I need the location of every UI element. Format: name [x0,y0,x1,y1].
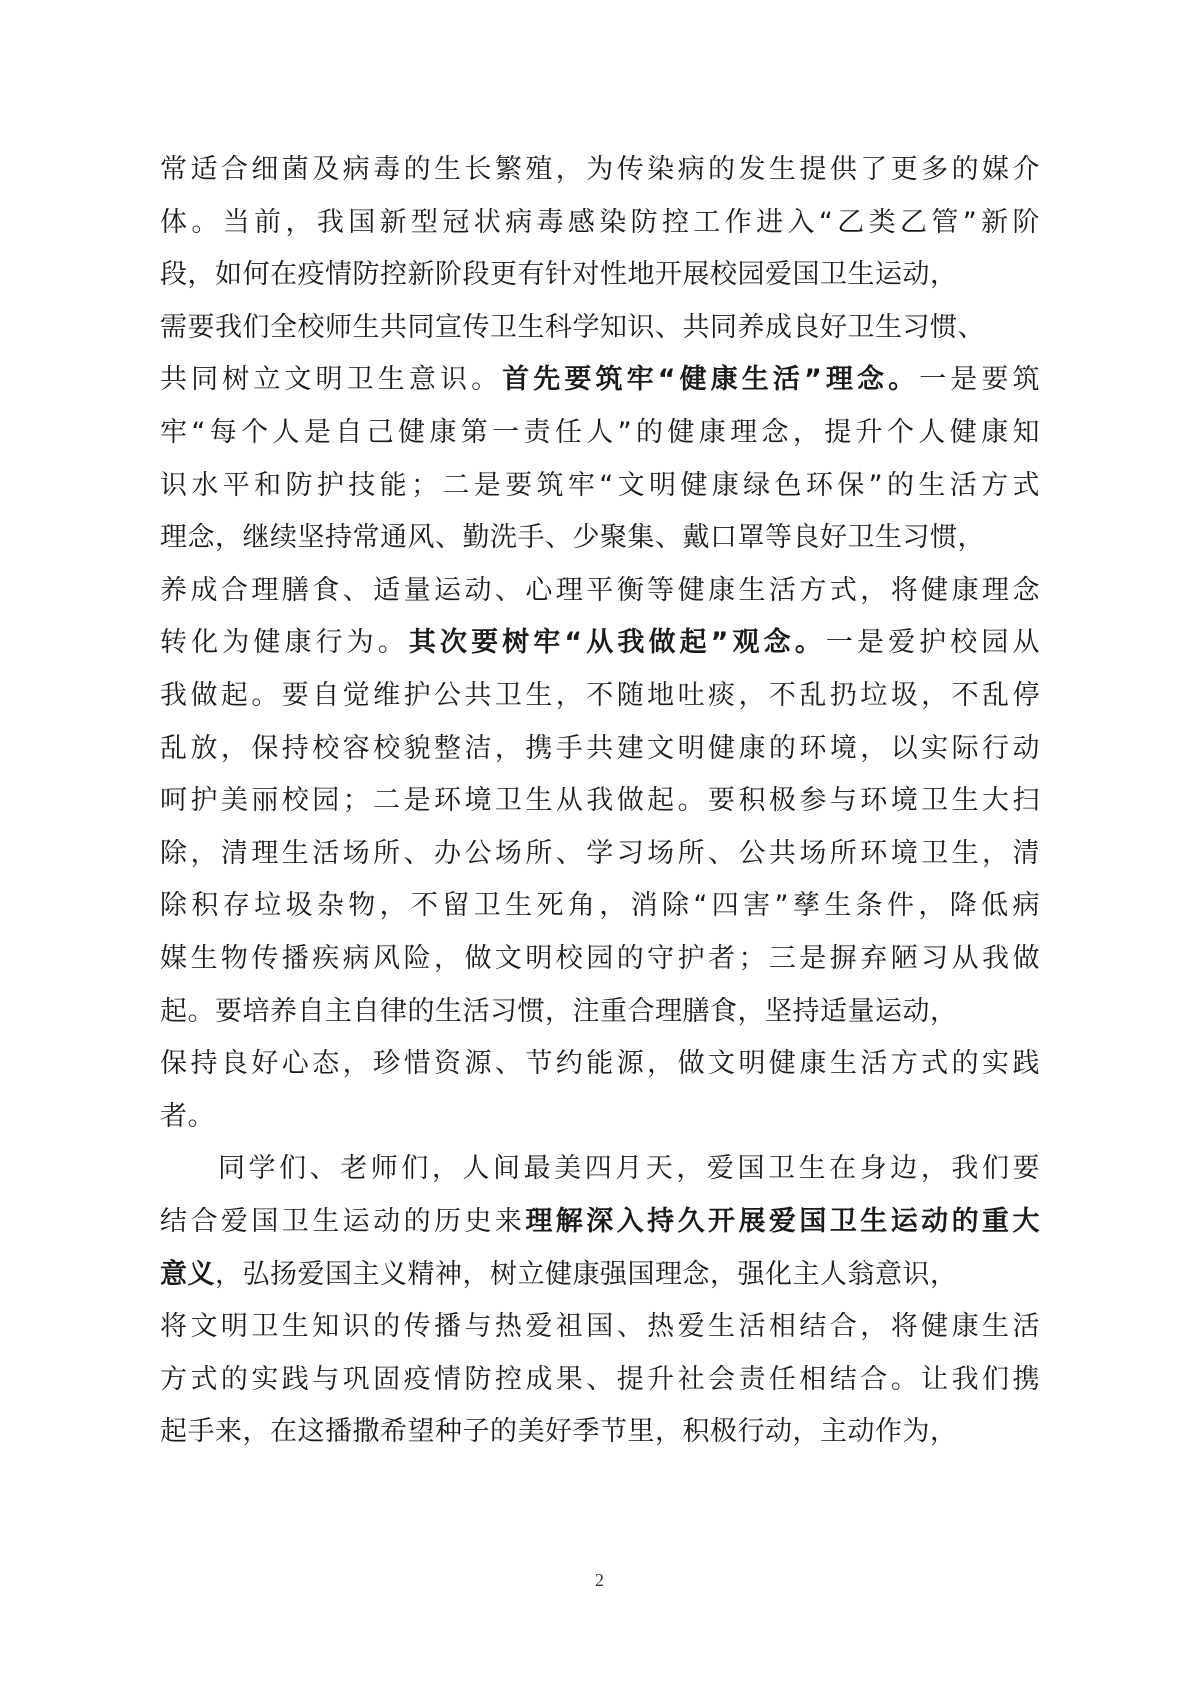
bold-text-segment: 理解深入持久开展爱国卫生运动的重大 [525,1206,1041,1237]
text-line [160,834,1040,874]
text-line [160,466,1040,506]
text-segment: 起。要培养自主自律的生活习惯，注重合理膳食，坚持适量运动， [160,995,958,1027]
text-segment: 共同树立文明卫生意识。 [160,364,503,396]
text-line [160,360,1040,400]
text-segment: 结合爱国卫生运动的历史来 [160,1206,526,1237]
bold-text-segment: 首先要筑牢“健康生活”理念。 [502,364,920,396]
text-segment: 媒生物传播疾病风险，做文明校园的守护者；三是摒弃陋习从我做 [160,943,1040,974]
text-line [160,203,1040,243]
text-line [160,413,1040,453]
text-segment: 需要我们全校师生共同宣传卫生科学知识、共同养成良好卫生习惯、 [160,311,985,343]
text-line [160,518,985,558]
text-line [218,1149,1040,1189]
text-segment: 除积存垃圾杂物，不留卫生死角，消除“四害”孳生条件，降低病 [160,890,1040,922]
text-segment: 识水平和防护技能；二是要筑牢“文明健康绿色环保”的生活方式 [160,469,1040,501]
text-segment: 起手来，在这播撒希望种子的美好季节里，积极行动，主动作为， [160,1416,958,1448]
text-line [160,1360,1040,1400]
text-line [160,992,958,1032]
text-segment: ，弘扬爱国主义精神，树立健康强国理念，强化主人翁意识， [215,1258,958,1290]
text-line [160,571,1040,611]
text-segment: 牢“每个人是自己健康第一责任人”的健康理念，提升个人健康知 [160,417,1040,448]
text-segment: 方式的实践与巩固疫情防控成果、提升社会责任相结合。让我们携 [160,1363,1040,1395]
text-segment: 一是爱护校园从 [825,627,1041,659]
text-segment: 养成合理膳食、适量运动、心理平衡等健康生活方式，将健康理念 [160,574,1040,606]
text-line [160,623,1040,663]
text-segment: 呵护美丽校园；二是环境卫生从我做起。要积极参与环境卫生大扫 [160,785,1040,817]
bold-text-segment: 其次要树牢“从我做起”观念。 [408,627,826,659]
text-segment: 保持良好心态，珍惜资源、节约能源，做文明健康生活方式的实践 [160,1048,1040,1080]
text-segment: 转化为健康行为。 [160,627,409,659]
text-segment: 同学们、老师们，人间最美四月天，爱国卫生在身边，我们要 [218,1153,1040,1185]
text-segment: 者。 [160,1100,215,1132]
text-segment: 除，清理生活场所、办公场所、学习场所、公共场所环境卫生，清 [160,837,1040,869]
text-line [160,1255,958,1295]
text-line [160,1202,1040,1242]
text-line [160,781,1040,821]
text-segment: 理念，继续坚持常通风、勤洗手、少聚集、戴口罩等良好卫生习惯， [160,522,985,554]
text-segment: 常适合细菌及病毒的生长繁殖，为传染病的发生提供了更多的媒介 [160,154,1040,185]
text-line [160,729,1040,769]
bold-text-segment: 意义 [160,1258,215,1290]
page-number: 2 [595,1570,604,1590]
text-line [160,1412,958,1452]
text-line [160,150,1040,190]
text-segment: 乱放，保持校容校貌整洁，携手共建文明健康的环境，以实际行动 [160,732,1040,764]
text-segment: 段，如何在疫情防控新阶段更有针对性地开展校园爱国卫生运动， [160,259,958,291]
text-segment: 一是要筑 [919,364,1041,396]
text-line [160,255,958,295]
text-line [160,1097,215,1137]
text-line [160,676,1040,716]
text-line [160,1307,1040,1347]
text-segment: 将文明卫生知识的传播与热爱祖国、热爱生活相结合，将健康生活 [160,1311,1040,1343]
text-line [160,939,1040,979]
text-segment: 体。当前，我国新型冠状病毒感染防控工作进入“乙类乙管”新阶 [160,206,1040,238]
text-line [160,308,985,348]
text-segment: 我做起。要自觉维护公共卫生，不随地吐痰，不乱扔垃圾，不乱停 [160,680,1040,711]
text-line [160,886,1040,926]
text-line [160,1044,1040,1084]
